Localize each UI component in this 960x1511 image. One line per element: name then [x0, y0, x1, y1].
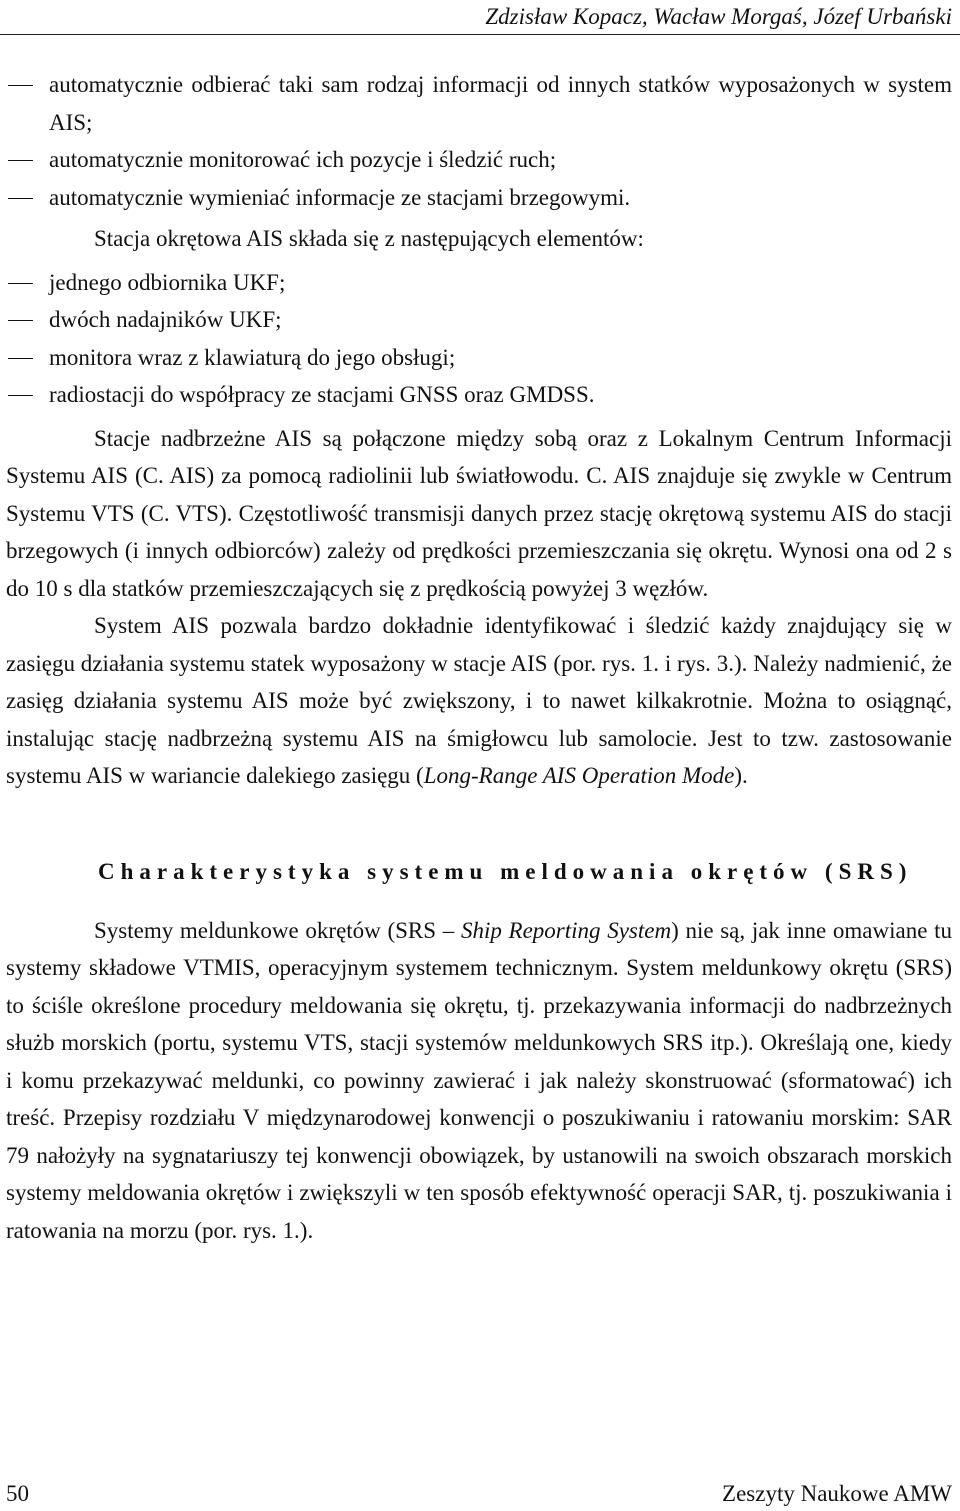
text-span: ).: [734, 763, 748, 788]
text-span: System AIS pozwala bardzo dokładnie identyfikować i śledzić każdy znajdujący się w zasięgu działania systemu statek wyposażony w stacje AIS (por. rys. 1. i rys. 3.). Należy nadmienić, że zasięg działania systemu AIS może być zwiększony, i to nawet kilkakrotnie. Można to osiągnąć, instalując stację nadbrzeżną systemu AIS na śmigłowcu lub samolocie. Jest to tzw. zastosowanie systemu AIS w wariancie dalekiego zasięgu (: [6, 613, 952, 788]
bullet-list-capabilities: [6, 66, 952, 216]
header-rule: [0, 34, 960, 35]
paragraph-shore-stations: Stacje nadbrzeżne AIS są połączone między sobą oraz z Lokalnym Centrum Informacji Systemu AIS (C. AIS) za pomocą radiolinii lub światłowodu. C. AIS znajduje się zwykle w Centrum Systemu VTS (C. VTS). Częstotliwość transmisji danych przez stację okrętową systemu AIS do stacji brzegowych (i innych odbiorców) zależy od prędkości przemieszczania się okrętu. Wynosi ona od 2 s do 10 s dla statków przemieszczających się z prędkością powyżej 3 węzłów.: [6, 425, 952, 601]
section-heading: Charakterystyka systemu meldowania okrętów (SRS): [98, 858, 913, 884]
italic-term: Ship Reporting System: [460, 917, 672, 943]
page-body: [6, 66, 952, 1249]
list-item: radiostacji do współpracy ze stacjami GNSS oraz GMDSS.: [6, 376, 952, 414]
italic-term: Long-Range AIS Operation Mode: [423, 763, 735, 788]
paragraph-ais-tracking: [6, 607, 952, 795]
list-item: automatycznie monitorować ich pozycje i śledzić ruch;: [6, 141, 952, 179]
list-item: automatycznie odbierać taki sam rodzaj informacji od innych statków wyposażonych w system AIS;: [6, 66, 952, 141]
journal-name: Zeszyty Naukowe AMW: [722, 1481, 952, 1506]
page-number: 50: [6, 1481, 29, 1506]
running-header-authors: Zdzisław Kopacz, Wacław Morgaś, Józef Urbański: [485, 4, 952, 29]
list-item: automatycznie wymieniać informacje ze stacjami brzegowymi.: [6, 179, 952, 217]
list-item: jednego odbiornika UKF;: [6, 264, 952, 302]
text-span: Systemy meldunkowe okrętów (SRS –: [94, 917, 461, 943]
text-span: ) nie są, jak inne omawiane tu systemy składowe VTMIS, operacyjnym systemem technicznym. System meldunkowy okrętu (SRS) to ściśle określone procedury meldowania się okrętu, tj. przekazywania informacji do nadbrzeżnych służb morskich (portu, systemu VTS, stacji systemów meldunkowych SRS itp.). Określają one, kiedy i komu przekazywać meldunki, co powinny zawierać i jak należy skonstruować (sformatować) ich treść. Przepisy rozdziału V międzynarodowej konwencji o poszukiwaniu i ratowaniu morskim: SAR 79 nałożyły na sygnatariuszy tej konwencji obowiązek, by ustanowili na swoich obszarach morskich systemy meldowania okrętów i zwiększyli w ten sposób efektywność operacji SAR, tj. poszukiwania i ratowania na morzu (por. rys. 1.).: [6, 917, 953, 1243]
paragraph-srs: [6, 912, 952, 1250]
list-item: dwóch nadajników UKF;: [6, 301, 952, 339]
bullet-list-components: [6, 264, 952, 414]
paragraph-intro: Stacja okrętowa AIS składa się z następujących elementów:: [94, 226, 644, 251]
list-item: monitora wraz z klawiaturą do jego obsługi;: [6, 339, 952, 377]
